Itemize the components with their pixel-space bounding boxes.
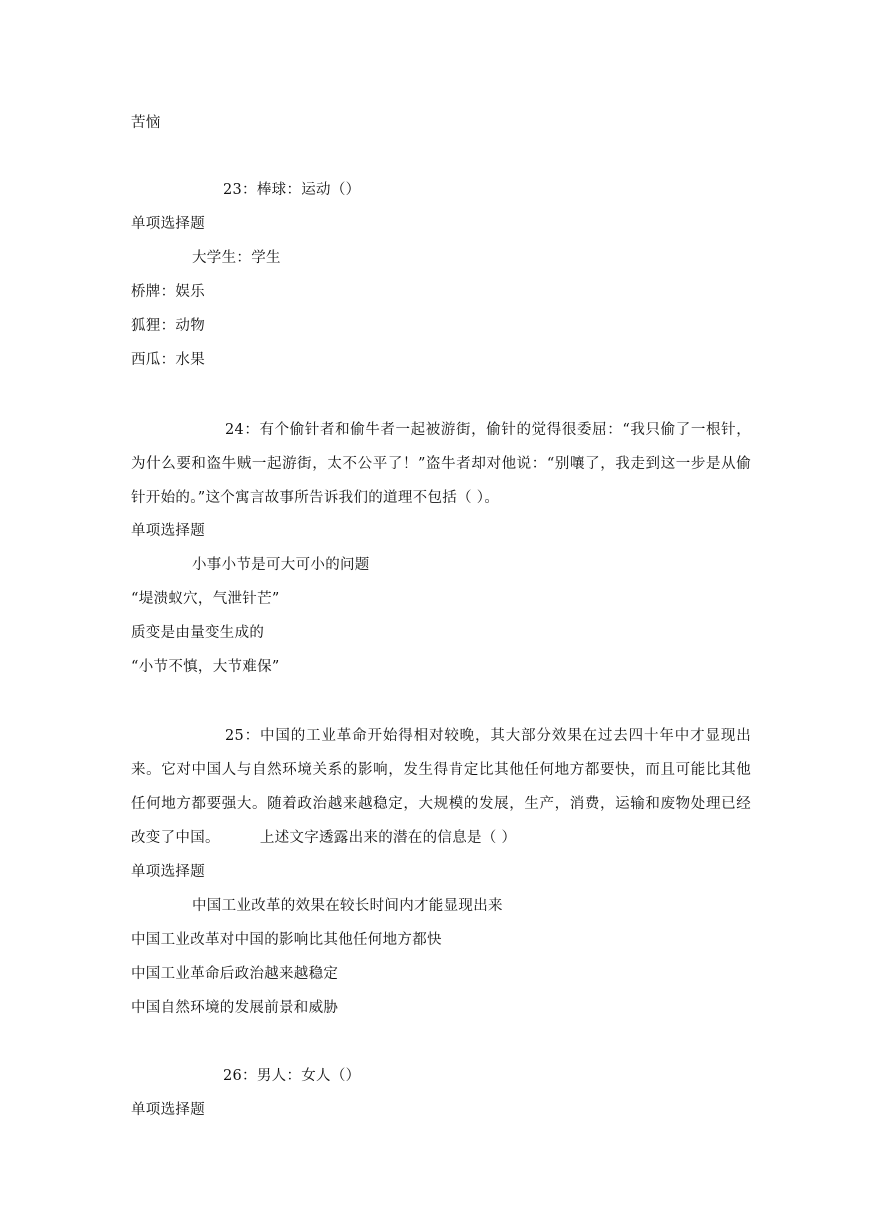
question-24-option-c: 质变是由量变生成的 [131,625,265,641]
question-24-type: 单项选择题 [131,523,205,539]
question-25-stem: 25：中国的工业革命开始得相对较晚，其大部分效果在过去四十年中才显现出来。它对中国人与自然环境关系的影响，发生得肯定比其他任何地方都要快，而且可能比其他任何地方都要强大。随着政治越来越稳定，大规模的发展，生产，消费，运输和废物处理已经改变了中国。 [131,728,751,846]
question-23-stem: 23：棒球：运动（） [223,182,361,198]
question-25-stem-tail: 上述文字透露出来的潜在的信息是（ ） [259,830,517,846]
question-26-stem: 26：男人：女人（） [223,1068,361,1084]
question-23-type: 单项选择题 [131,216,205,232]
question-25-option-d: 中国自然环境的发展前景和威胁 [131,1000,339,1016]
question-23-option-a: 大学生：学生 [192,250,281,266]
question-24-stem: 24：有个偷针者和偷牛者一起被游街，偷针的觉得很委屈：“我只偷了一根针，为什么要和盗牛贼一起游街，太不公平了！”盗牛者却对他说：“别嚷了，我走到这一步是从偷针开始的。”这个寓言故事所告诉我们的道理不包括（ ）。 [131,422,751,506]
question-23-option-d: 西瓜：水果 [131,352,205,368]
question-24-option-d: “小节不慎，大节难保” [131,659,280,675]
question-23-option-c: 狐狸：动物 [131,318,205,334]
question-24-option-a: 小事小节是可大可小的问题 [192,557,370,573]
question-25-option-a: 中国工业改革的效果在较长时间内才能显现出来 [192,898,503,914]
question-23-option-b: 桥牌：娱乐 [131,284,205,300]
question-24-option-b: “堤溃蚁穴，气泄针芒” [131,591,280,607]
question-25-option-b: 中国工业改革对中国的影响比其他任何地方都快 [131,932,442,948]
question-25-option-c: 中国工业革命后政治越来越稳定 [131,966,339,982]
previous-answer-fragment: 苦恼 [131,115,161,131]
question-25-stem-block [131,719,751,855]
question-25-type: 单项选择题 [131,864,205,880]
question-26-type: 单项选择题 [131,1102,205,1118]
